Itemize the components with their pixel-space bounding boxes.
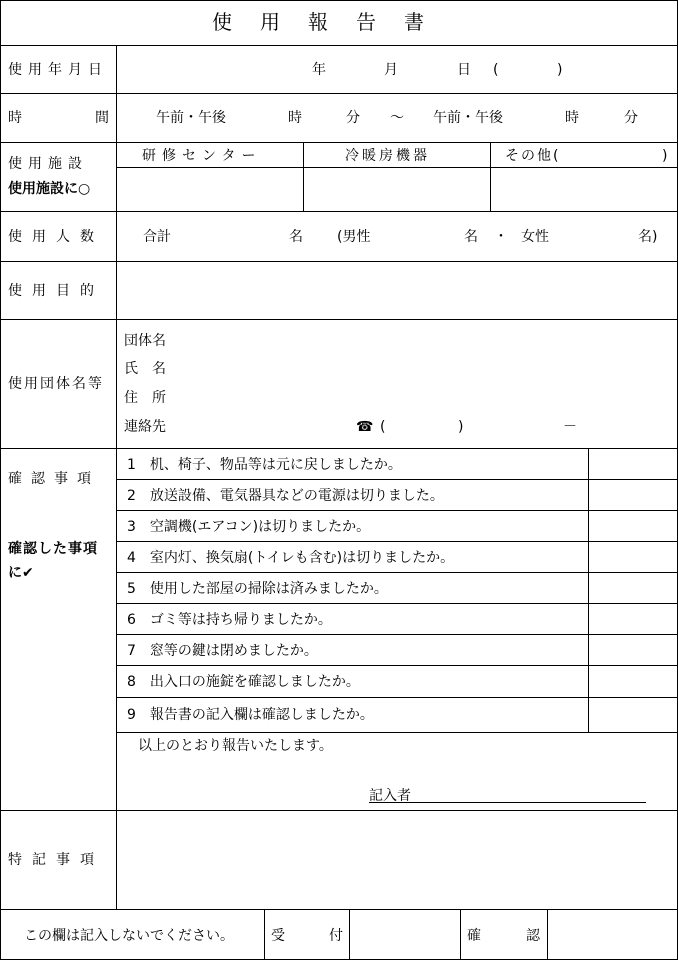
checks-note-line2: に✔ <box>8 565 34 581</box>
check-box-7[interactable] <box>589 635 678 665</box>
check-item-9: 9 報告書の記入欄は確認しましたか。 <box>127 707 374 723</box>
month-unit: 月 <box>384 62 398 78</box>
people-separator: ・ <box>494 229 508 245</box>
remarks-field[interactable] <box>117 811 678 909</box>
rule-time-bottom <box>0 142 678 143</box>
check-box-8[interactable] <box>589 666 678 697</box>
people-male-label: (男性 <box>337 229 371 245</box>
start-minute-unit: 分 <box>346 110 360 126</box>
check-box-4[interactable] <box>589 542 678 572</box>
phone-open: ( <box>380 419 386 435</box>
checks-note-line1: 確認した事項 <box>8 541 98 557</box>
weekday-close: ) <box>557 62 563 78</box>
contact-label: 連絡先 <box>124 419 166 435</box>
checks-label: 確認事項 <box>8 471 100 487</box>
day-unit: 日 <box>457 62 471 78</box>
facility-cell-training-center[interactable] <box>117 168 303 211</box>
rule-group-bottom <box>0 448 678 449</box>
people-label: 使用人数 <box>8 229 104 245</box>
time-label-left: 時 <box>8 110 22 126</box>
rule-check-9 <box>117 732 678 733</box>
facility-option-other-close: ) <box>662 148 668 164</box>
start-ampm: 午前・午後 <box>156 110 226 126</box>
people-female-label: 女性 <box>521 229 549 245</box>
people-female-unit: 名) <box>638 229 658 245</box>
signer-label: 記入者 <box>369 788 411 804</box>
check-box-3[interactable] <box>589 511 678 541</box>
end-minute-unit: 分 <box>624 110 638 126</box>
received-label-left: 受 <box>271 928 285 944</box>
rule-date-bottom <box>0 93 678 94</box>
remarks-label: 特記事項 <box>8 852 104 868</box>
office-use-note: この欄は記入しないでください。 <box>24 928 234 944</box>
rule-footer-1 <box>264 909 265 960</box>
check-box-6[interactable] <box>589 604 678 634</box>
facility-cell-other[interactable] <box>491 168 678 211</box>
person-name-label: 氏 名 <box>124 361 166 377</box>
rule-title-bottom <box>0 45 678 46</box>
rule-footer-4 <box>547 909 548 960</box>
start-hour-unit: 時 <box>288 110 302 126</box>
check-item-2: 2 放送設備、電気器具などの電源は切りました。 <box>127 488 444 504</box>
people-total-unit: 名 <box>289 229 303 245</box>
time-range-tilde: ～ <box>390 110 404 126</box>
check-box-1[interactable] <box>589 449 678 479</box>
check-item-5: 5 使用した部屋の掃除は済みましたか。 <box>127 581 388 597</box>
phone-icon: ☎ <box>356 419 374 435</box>
declaration-text: 以上のとおり報告いたします。 <box>138 738 333 754</box>
rule-footer-3 <box>460 909 461 960</box>
page-title: 使用報告書 <box>212 10 452 34</box>
purpose-field[interactable] <box>117 262 678 319</box>
rule-purpose-bottom <box>0 319 678 320</box>
check-item-7: 7 窓等の鍵は閉めましたか。 <box>127 643 318 659</box>
facility-label: 使用施設 <box>8 156 88 172</box>
check-item-6: 6 ゴミ等は持ち帰りましたか。 <box>127 612 332 628</box>
confirm-label-right: 認 <box>526 928 540 944</box>
check-item-8: 8 出入口の施錠を確認しましたか。 <box>127 674 360 690</box>
confirm-label-left: 確 <box>467 928 481 944</box>
time-label-right: 間 <box>95 110 109 126</box>
rule-remarks-bottom <box>0 909 678 910</box>
check-item-1: 1 机、椅子、物品等は元に戻しましたか。 <box>127 457 402 473</box>
date-label: 使用年月日 <box>8 62 108 78</box>
facility-cell-hvac[interactable] <box>304 168 490 211</box>
phone-close: ) <box>458 419 464 435</box>
facility-option-training-center: 研修センター <box>142 148 262 164</box>
group-name-label: 団体名 <box>124 333 166 349</box>
group-label: 使用団体名等 <box>8 376 104 392</box>
purpose-label: 使用目的 <box>8 283 104 299</box>
check-item-3: 3 空調機(エアコン)は切りましたか。 <box>127 519 371 535</box>
received-label-right: 付 <box>329 928 343 944</box>
rule-footer-2 <box>349 909 350 960</box>
check-item-4: 4 室内灯、換気扇(トイレも含む)は切りましたか。 <box>127 550 455 566</box>
check-box-9[interactable] <box>589 698 678 732</box>
facility-note: 使用施設に○ <box>8 181 91 197</box>
year-unit: 年 <box>312 62 326 78</box>
facility-option-hvac: 冷暖房機器 <box>345 148 430 164</box>
check-box-5[interactable] <box>589 573 678 603</box>
end-ampm: 午前・午後 <box>433 110 503 126</box>
weekday-open: ( <box>493 62 499 78</box>
address-label: 住 所 <box>124 390 166 406</box>
people-male-unit: 名 <box>464 229 478 245</box>
end-hour-unit: 時 <box>565 110 579 126</box>
facility-option-other: その他( <box>505 148 561 164</box>
signer-underline[interactable] <box>369 802 646 803</box>
rule-facility-bottom <box>0 211 678 212</box>
people-total-label: 合計 <box>143 229 171 245</box>
check-box-2[interactable] <box>589 480 678 510</box>
phone-dash: － <box>563 419 577 435</box>
